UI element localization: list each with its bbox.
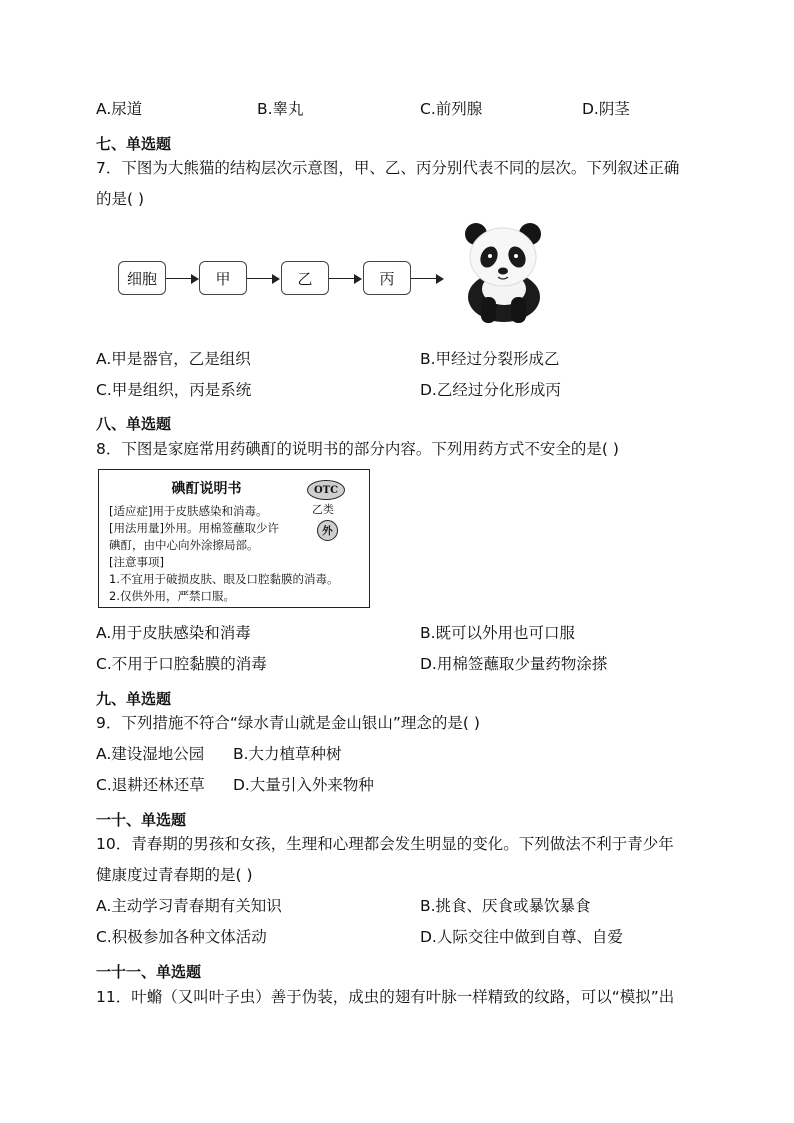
- q7-stem-line1: 7．下图为大熊猫的结构层次示意图，甲、乙、丙分别代表不同的层次。下列叙述正确: [96, 159, 680, 177]
- diagram-box-cell: 细胞: [118, 261, 166, 295]
- q8-option-d: D.用棉签蘸取少量药物涂搽: [420, 655, 608, 673]
- q7-option-a: A.甲是器官，乙是组织: [96, 350, 251, 368]
- external-use-badge: 外: [317, 520, 338, 541]
- diagram-box-jia: 甲: [199, 261, 247, 295]
- q7-section-heading: 七、单选题: [96, 135, 172, 153]
- q10-stem-line1: 10．青春期的男孩和女孩，生理和心理都会发生明显的变化。下列做法不利于青少年: [96, 835, 674, 853]
- q10-option-a: A.主动学习青春期有关知识: [96, 897, 282, 915]
- diagram-box-yi: 乙: [281, 261, 329, 295]
- label-line-4: [注意事项]: [109, 555, 164, 569]
- q8-option-a: A.用于皮肤感染和消毒: [96, 624, 251, 642]
- q9-stem: 9．下列措施不符合“绿水青山就是金山银山”理念的是( ): [96, 714, 480, 732]
- q10-option-b: B.挑食、厌食或暴饮暴食: [420, 897, 591, 915]
- label-line-3: 碘酊，由中心向外涂擦局部。: [109, 538, 259, 552]
- q6-option-c: C.前列腺: [420, 100, 483, 118]
- q8-section-heading: 八、单选题: [96, 415, 172, 433]
- q10-option-d: D.人际交往中做到自尊、自爱: [420, 928, 623, 946]
- label-title: 碘酊说明书: [171, 481, 242, 497]
- label-category: 乙类: [312, 503, 334, 516]
- q9-option-c: C.退耕还林还草: [96, 776, 205, 794]
- q11-section-heading: 一十一、单选题: [96, 963, 202, 981]
- panda-image: [454, 217, 552, 325]
- arrow-icon: [411, 278, 442, 279]
- q8-option-c: C.不用于口腔黏膜的消毒: [96, 655, 267, 673]
- q9-section-heading: 九、单选题: [96, 690, 172, 708]
- label-line-2: [用法用量]外用。用棉签蘸取少许: [109, 521, 279, 535]
- arrow-icon: [166, 278, 197, 279]
- q6-option-d: D.阴茎: [582, 100, 630, 118]
- q7-stem-line2: 的是( ): [96, 190, 145, 208]
- q8-option-b: B.既可以外用也可口服: [420, 624, 576, 642]
- label-line-5: 1.不宜用于破损皮肤、眼及口腔黏膜的消毒。: [109, 572, 339, 586]
- label-line-1: [适应症]用于皮肤感染和消毒。: [109, 504, 268, 518]
- label-line-6: 2.仅供外用，严禁口服。: [109, 589, 235, 603]
- q10-option-c: C.积极参加各种文体活动: [96, 928, 267, 946]
- q8-stem: 8．下图是家庭常用药碘酊的说明书的部分内容。下列用药方式不安全的是( ): [96, 440, 619, 458]
- q7-option-d: D.乙经过分化形成丙: [420, 381, 561, 399]
- arrow-icon: [329, 278, 360, 279]
- q9-option-d: D.大量引入外来物种: [233, 776, 374, 794]
- q10-section-heading: 一十、单选题: [96, 811, 187, 829]
- q9-option-b: B.大力植草种树: [233, 745, 342, 763]
- q6-option-b: B.睾丸: [257, 100, 304, 118]
- q6-option-a: A.尿道: [96, 100, 143, 118]
- diagram-box-bing: 丙: [363, 261, 411, 295]
- q10-stem-line2: 健康度过青春期的是( ): [96, 866, 253, 884]
- arrow-icon: [247, 278, 278, 279]
- q7-option-b: B.甲经过分裂形成乙: [420, 350, 560, 368]
- q7-option-c: C.甲是组织，丙是系统: [96, 381, 252, 399]
- medicine-label-figure: [98, 469, 370, 608]
- otc-badge: OTC: [307, 480, 345, 500]
- q11-stem-line1: 11．叶䗛（又叫叶子虫）善于伪装，成虫的翅有叶脉一样精致的纹路，可以“模拟”出: [96, 988, 675, 1006]
- q9-option-a: A.建设湿地公园: [96, 745, 205, 763]
